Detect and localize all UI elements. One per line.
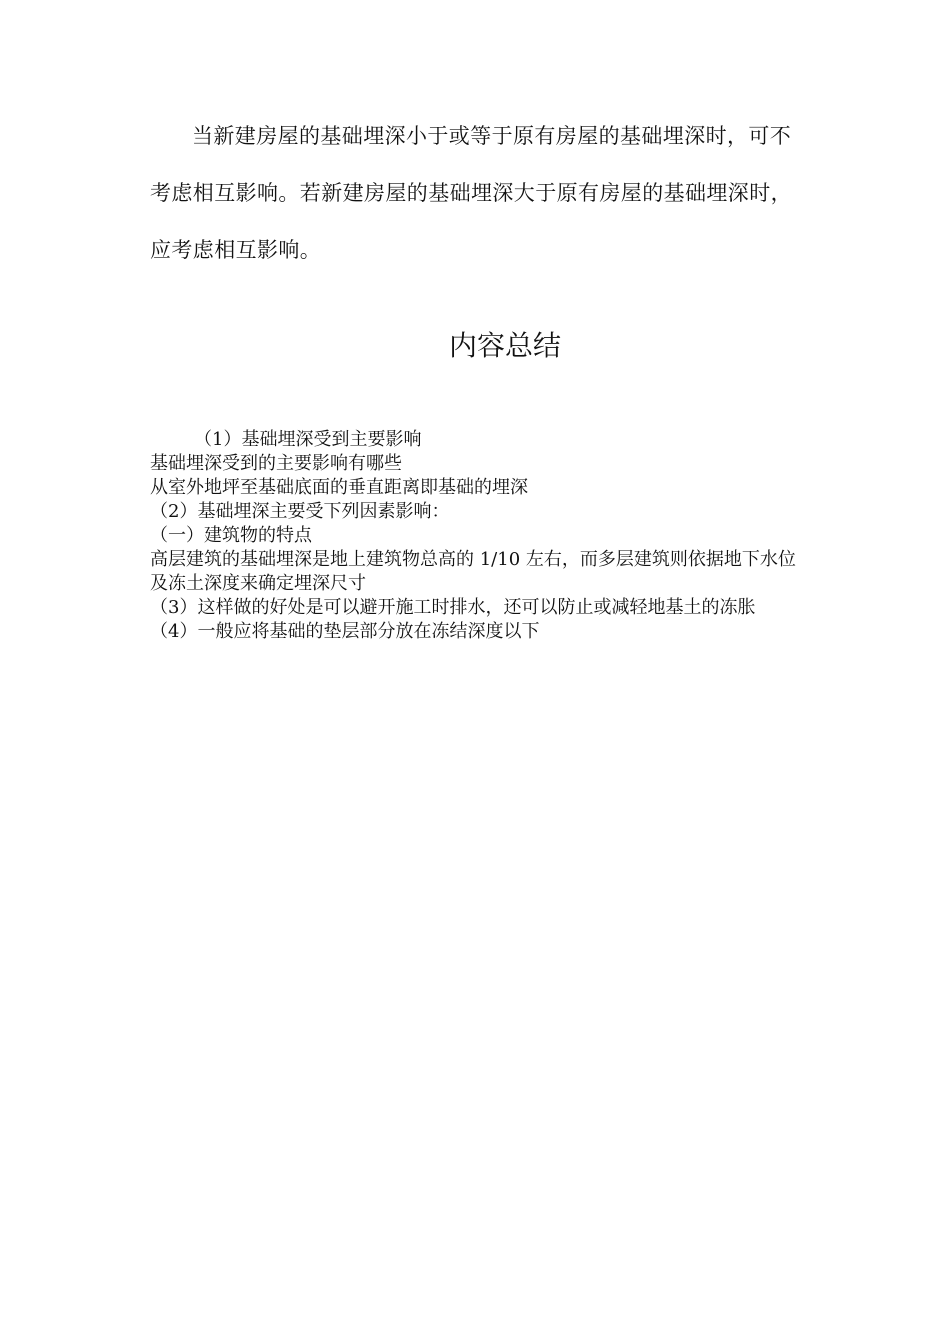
summary-section (150, 428, 810, 644)
summary-line: 从室外地坪至基础底面的垂直距离即基础的埋深 (150, 477, 528, 498)
summary-line: 高层建筑的基础埋深是地上建筑物总高的 1/10 左右，而多层建筑则依据地下水位及冻土深度来确定埋深尺寸 (150, 549, 796, 594)
summary-line: 基础埋深受到的主要影响有哪些 (150, 453, 402, 474)
summary-line: （一）建筑物的特点 (150, 525, 312, 546)
summary-line: （2）基础埋深主要受下列因素影响： (150, 501, 450, 522)
summary-line: （4）一般应将基础的垫层部分放在冻结深度以下 (150, 621, 540, 642)
summary-line: （1）基础埋深受到主要影响 (194, 429, 422, 450)
intro-section (150, 108, 802, 279)
summary-title: 内容总结 (448, 329, 561, 362)
summary-line: （3）这样做的好处是可以避开施工时排水，还可以防止或减轻地基土的冻胀 (150, 597, 756, 618)
intro-paragraph: 当新建房屋的基础埋深小于或等于原有房屋的基础埋深时，可不考虑相互影响。若新建房屋的基础埋深大于原有房屋的基础埋深时，应考虑相互影响。 (150, 124, 792, 262)
